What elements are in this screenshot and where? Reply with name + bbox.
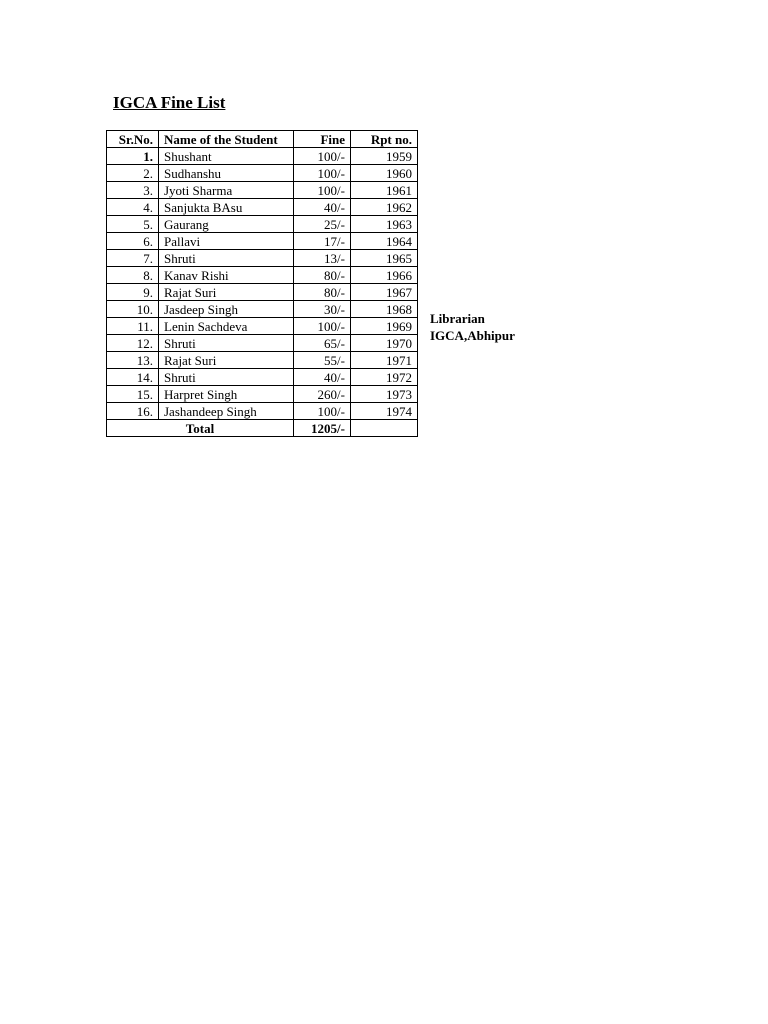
row-fine: 80/- (294, 284, 351, 301)
total-rpt-empty (351, 420, 418, 437)
table-row (107, 318, 418, 335)
signature-title: Librarian (430, 311, 485, 326)
row-fine: 55/- (294, 352, 351, 369)
row-sr-no: 6. (107, 233, 159, 250)
table-row (107, 267, 418, 284)
row-rpt-no: 1972 (351, 369, 418, 386)
row-fine: 80/- (294, 267, 351, 284)
header-rpt-no: Rpt no. (351, 131, 418, 148)
table-row (107, 250, 418, 267)
row-student-name: Rajat Suri (159, 284, 294, 301)
row-rpt-no: 1963 (351, 216, 418, 233)
table-row (107, 335, 418, 352)
total-fine: 1205/- (294, 420, 351, 437)
row-rpt-no: 1973 (351, 386, 418, 403)
row-fine: 100/- (294, 182, 351, 199)
row-student-name: Shruti (159, 335, 294, 352)
row-fine: 25/- (294, 216, 351, 233)
table-row (107, 148, 418, 165)
row-student-name: Shushant (159, 148, 294, 165)
table-row (107, 216, 418, 233)
row-student-name: Rajat Suri (159, 352, 294, 369)
row-fine: 100/- (294, 318, 351, 335)
row-sr-no: 15. (107, 386, 159, 403)
row-fine: 13/- (294, 250, 351, 267)
table-row (107, 386, 418, 403)
row-student-name: Jashandeep Singh (159, 403, 294, 420)
row-rpt-no: 1974 (351, 403, 418, 420)
signature-block (430, 310, 515, 344)
row-rpt-no: 1962 (351, 199, 418, 216)
header-sr-no: Sr.No. (107, 131, 159, 148)
row-rpt-no: 1968 (351, 301, 418, 318)
row-sr-no: 12. (107, 335, 159, 352)
table-row (107, 301, 418, 318)
row-fine: 30/- (294, 301, 351, 318)
row-sr-no: 11. (107, 318, 159, 335)
row-sr-no: 13. (107, 352, 159, 369)
row-rpt-no: 1961 (351, 182, 418, 199)
row-fine: 100/- (294, 148, 351, 165)
row-rpt-no: 1965 (351, 250, 418, 267)
row-student-name: Gaurang (159, 216, 294, 233)
row-fine: 260/- (294, 386, 351, 403)
row-student-name: Sudhanshu (159, 165, 294, 182)
row-student-name: Sanjukta BAsu (159, 199, 294, 216)
row-student-name: Kanav Rishi (159, 267, 294, 284)
row-fine: 17/- (294, 233, 351, 250)
row-rpt-no: 1959 (351, 148, 418, 165)
row-student-name: Lenin Sachdeva (159, 318, 294, 335)
row-rpt-no: 1970 (351, 335, 418, 352)
fine-table (106, 130, 418, 437)
table-header-row (107, 131, 418, 148)
row-fine: 100/- (294, 165, 351, 182)
table-row (107, 403, 418, 420)
row-student-name: Shruti (159, 250, 294, 267)
row-rpt-no: 1967 (351, 284, 418, 301)
header-fine: Fine (294, 131, 351, 148)
row-rpt-no: 1964 (351, 233, 418, 250)
row-sr-no: 10. (107, 301, 159, 318)
row-sr-no: 16. (107, 403, 159, 420)
row-rpt-no: 1969 (351, 318, 418, 335)
row-fine: 65/- (294, 335, 351, 352)
document-title: IGCA Fine List (113, 93, 226, 112)
table-body (107, 148, 418, 420)
table-row (107, 199, 418, 216)
row-fine: 40/- (294, 199, 351, 216)
row-sr-no: 8. (107, 267, 159, 284)
row-rpt-no: 1960 (351, 165, 418, 182)
total-label: Total (107, 420, 294, 437)
row-student-name: Pallavi (159, 233, 294, 250)
row-student-name: Harpret Singh (159, 386, 294, 403)
row-sr-no: 1. (107, 148, 159, 165)
row-sr-no: 9. (107, 284, 159, 301)
row-sr-no: 3. (107, 182, 159, 199)
row-fine: 100/- (294, 403, 351, 420)
table-row (107, 182, 418, 199)
table-row (107, 352, 418, 369)
row-student-name: Jyoti Sharma (159, 182, 294, 199)
row-rpt-no: 1971 (351, 352, 418, 369)
row-student-name: Jasdeep Singh (159, 301, 294, 318)
row-fine: 40/- (294, 369, 351, 386)
signature-institution: IGCA,Abhipur (430, 328, 515, 343)
table-row (107, 233, 418, 250)
row-rpt-no: 1966 (351, 267, 418, 284)
row-sr-no: 5. (107, 216, 159, 233)
row-sr-no: 14. (107, 369, 159, 386)
table-row (107, 284, 418, 301)
row-sr-no: 2. (107, 165, 159, 182)
row-sr-no: 7. (107, 250, 159, 267)
table-row (107, 165, 418, 182)
row-student-name: Shruti (159, 369, 294, 386)
row-sr-no: 4. (107, 199, 159, 216)
total-row (107, 420, 418, 437)
table-row (107, 369, 418, 386)
header-student-name: Name of the Student (159, 131, 294, 148)
